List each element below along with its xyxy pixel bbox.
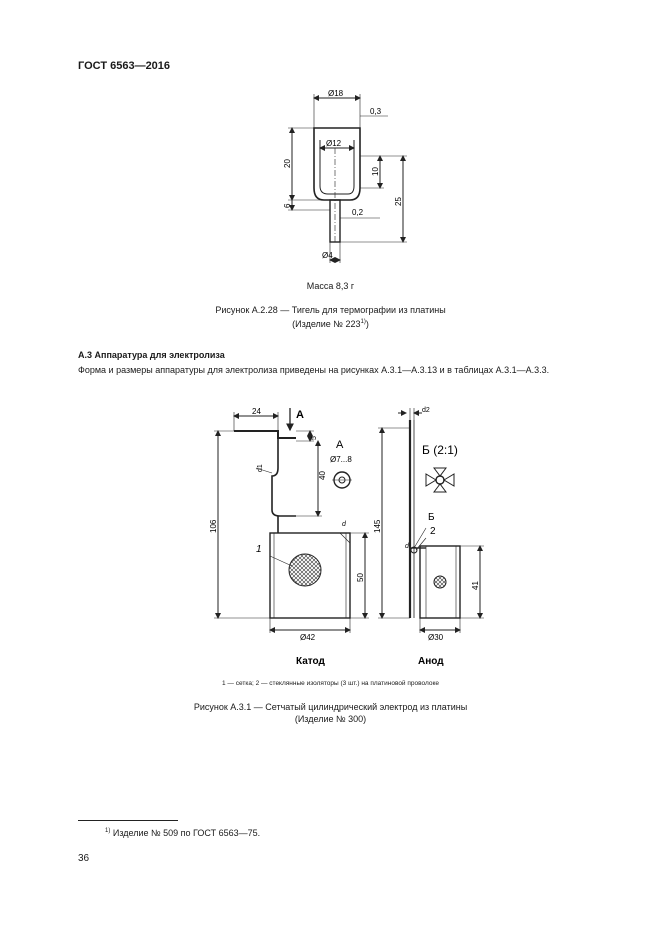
label-1: 1 bbox=[256, 544, 262, 555]
electrode-drawing bbox=[200, 398, 500, 673]
figure2-caption-line1: Рисунок А.3.1 — Сетчатый цилиндрический электрод из платины bbox=[193, 702, 468, 712]
view-b-label: Б (2:1) bbox=[422, 443, 458, 457]
dim-h10: 10 bbox=[371, 167, 380, 176]
figure1-mass: Масса 8,3 г bbox=[306, 281, 355, 291]
dim-d30: Ø30 bbox=[428, 633, 444, 642]
figure1-caption bbox=[0, 304, 661, 330]
dim-d42: Ø42 bbox=[300, 633, 316, 642]
dim-w24: 24 bbox=[252, 407, 261, 416]
document-header: ГОСТ 6563—2016 bbox=[78, 60, 171, 72]
section-title: А.3 Аппаратура для электролиза bbox=[78, 350, 225, 360]
dim-d-cathode: d bbox=[342, 521, 346, 528]
dim-h106: 106 bbox=[209, 519, 218, 533]
label-b: Б bbox=[428, 512, 435, 523]
figure1-caption-line2: (Изделие № 223$^{1)}$) bbox=[292, 319, 369, 329]
dim-h25: 25 bbox=[394, 197, 403, 206]
dim-h40: 40 bbox=[318, 471, 327, 480]
page-number: 36 bbox=[78, 853, 90, 864]
footnote bbox=[105, 828, 260, 838]
dim-t02: 0,2 bbox=[352, 208, 364, 217]
crucible-drawing bbox=[270, 88, 420, 268]
footnote-rule bbox=[78, 820, 178, 821]
dim-h20: 20 bbox=[283, 159, 292, 168]
figure1-caption-line1: Рисунок А.2.28 — Тигель для термографии из платины bbox=[215, 305, 446, 315]
figure2-caption-line2: (Изделие № 300) bbox=[294, 714, 367, 724]
dim-h6: 6 bbox=[283, 203, 292, 208]
label-2: 2 bbox=[430, 526, 436, 537]
footnote-marker: 1) bbox=[105, 828, 111, 834]
dim-h5: 5 bbox=[311, 436, 318, 440]
dim-h41: 41 bbox=[471, 581, 480, 590]
view-a-marker: А bbox=[296, 409, 304, 421]
figure2-legend: 1 — сетка; 2 — стеклянные изоляторы (3 шт.) на платиновой проволоке bbox=[222, 680, 439, 687]
dim-d18: Ø18 bbox=[328, 89, 344, 98]
footnote-text: Изделие № 509 по ГОСТ 6563—75. bbox=[112, 828, 261, 838]
dim-d12: Ø12 bbox=[326, 139, 342, 148]
dim-d7-8: Ø7...8 bbox=[330, 455, 352, 464]
dim-d1: d1 bbox=[257, 464, 264, 472]
dim-h145: 145 bbox=[373, 519, 382, 533]
view-a-label: А bbox=[336, 439, 344, 451]
dim-h50: 50 bbox=[356, 573, 365, 582]
figure2-caption bbox=[0, 701, 661, 725]
dim-d4: Ø4 bbox=[322, 251, 333, 260]
cathode-label: Катод bbox=[296, 656, 325, 667]
section-paragraph: Форма и размеры аппаратуры для электролиза приведены на рисунках А.3.1—А.3.13 и в таблицах А.3.1—А.3.3. bbox=[78, 365, 550, 375]
dim-t03: 0,3 bbox=[370, 107, 382, 116]
dim-d-anode: d bbox=[405, 543, 409, 550]
dim-d2: d2 bbox=[422, 407, 430, 414]
anode-label: Анод bbox=[418, 656, 444, 667]
